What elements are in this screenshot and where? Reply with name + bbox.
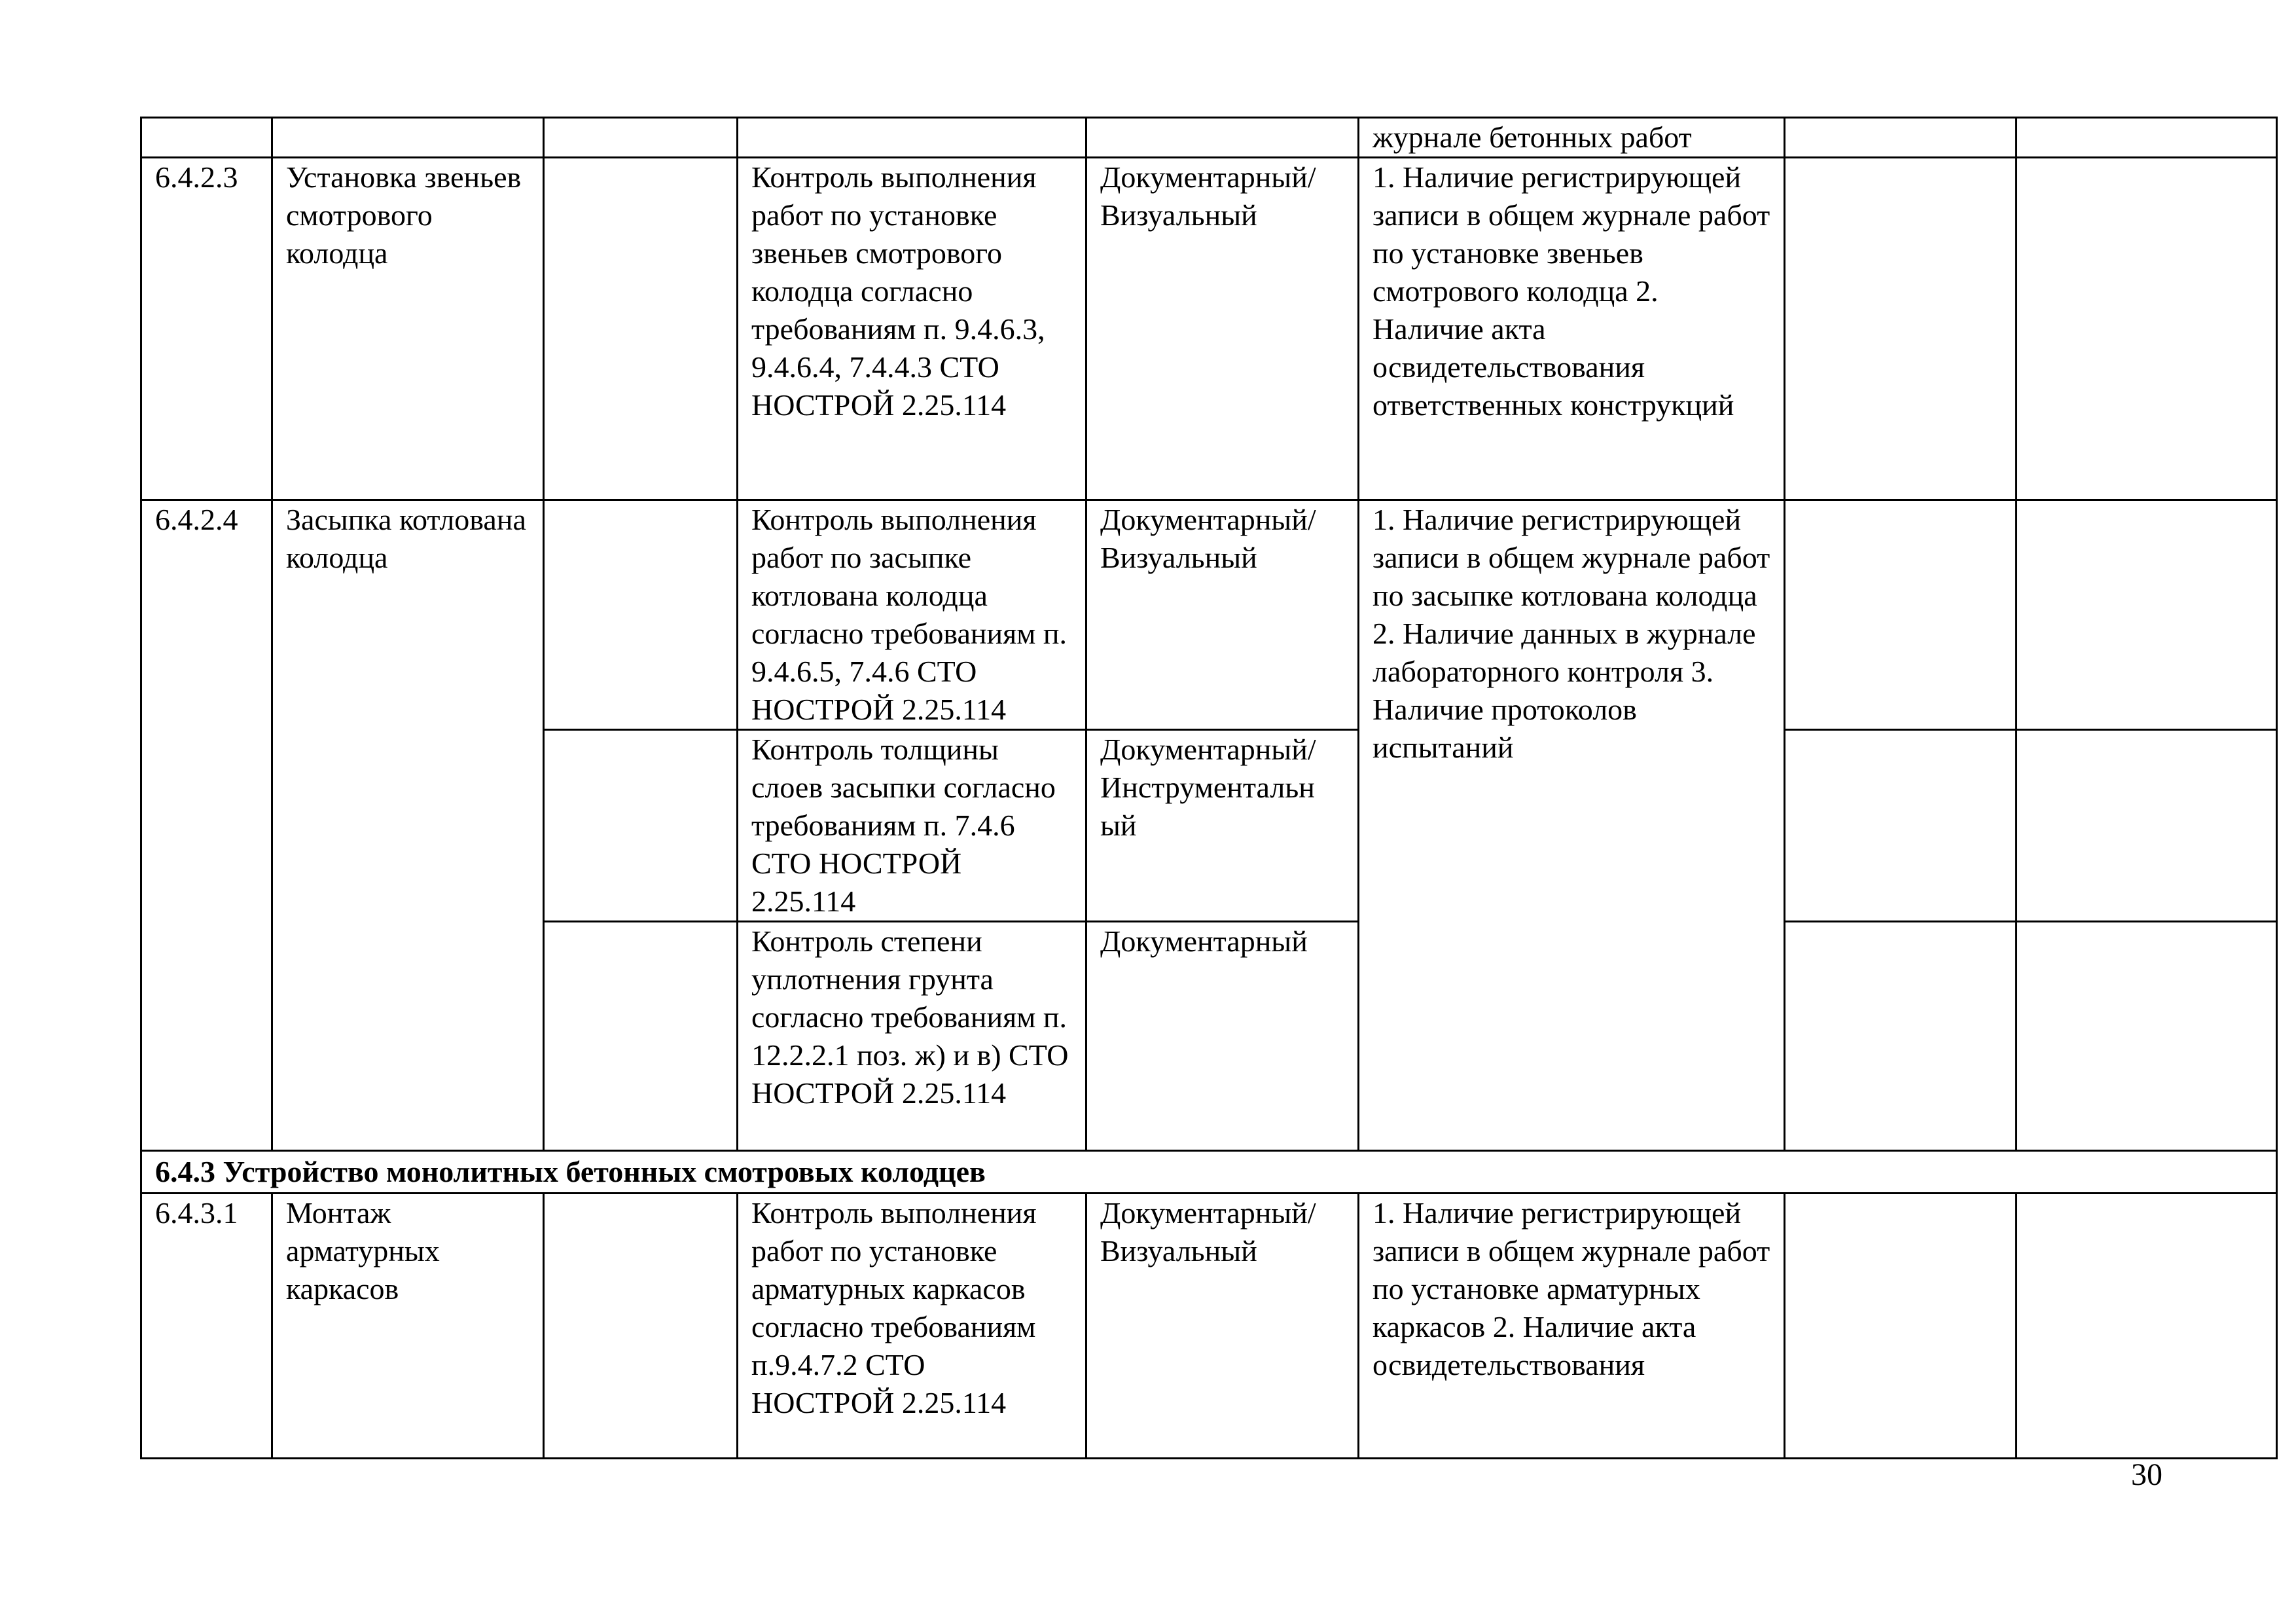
- cell-empty: [1785, 1194, 2017, 1459]
- cell-method: Документарный/ Визуальный: [1086, 500, 1359, 730]
- cell-empty: [544, 1194, 738, 1459]
- cell-number: [141, 118, 272, 158]
- section-title: 6.4.3 Устройство монолитных бетонных смотровых колодцев: [141, 1151, 2277, 1194]
- cell-number: 6.4.3.1: [141, 1194, 272, 1459]
- cell-control: Контроль выполнения работ по установке арматурных каркасов согласно требованиям п.9.4.7.2 СТО НОСТРОЙ 2.25.114: [738, 1194, 1086, 1459]
- cell-empty: [1785, 500, 2017, 730]
- cell-method: Документарный/ Инструментальн ый: [1086, 730, 1359, 922]
- table-row-6-4-2-3: [141, 158, 2277, 500]
- cell-empty: [2017, 500, 2277, 730]
- cell-method: Документарный: [1086, 922, 1359, 1151]
- section-heading-row: [141, 1151, 2277, 1194]
- cell-empty: [2017, 922, 2277, 1151]
- cell-method: [1086, 118, 1359, 158]
- cell-control: Контроль толщины слоев засыпки согласно требованиям п. 7.4.6 СТО НОСТРОЙ 2.25.114: [738, 730, 1086, 922]
- cell-control: Контроль степени уплотнения грунта согласно требованиям п. 12.2.2.1 поз. ж) и в) СТО НОСТРОЙ 2.25.114: [738, 922, 1086, 1151]
- cell-empty: [1785, 922, 2017, 1151]
- cell-number: 6.4.2.3: [141, 158, 272, 500]
- cell-empty: [2017, 1194, 2277, 1459]
- cell-name: Монтаж арматурных каркасов: [272, 1194, 544, 1459]
- cell-control: [738, 118, 1086, 158]
- cell-name: Установка звеньев смотрового колодца: [272, 158, 544, 500]
- cell-empty: [2017, 158, 2277, 500]
- cell-empty: [544, 730, 738, 922]
- cell-method: Документарный/ Визуальный: [1086, 1194, 1359, 1459]
- cell-result: 1. Наличие регистрирующей записи в общем журнале работ по установке арматурных каркасов 2. Наличие акта освидетельствования: [1359, 1194, 1785, 1459]
- cell-empty: [2017, 118, 2277, 158]
- cell-empty: [544, 500, 738, 730]
- cell-result: журнале бетонных работ: [1359, 118, 1785, 158]
- table-row-continuation: [141, 118, 2277, 158]
- cell-empty: [1785, 158, 2017, 500]
- cell-empty: [2017, 730, 2277, 922]
- cell-empty: [544, 922, 738, 1151]
- cell-empty: [544, 158, 738, 500]
- cell-result: 1. Наличие регистрирующей записи в общем журнале работ по засыпке котлована колодца 2. Наличие данных в журнале лабораторного контроля 3. Наличие протоколов испытаний: [1359, 500, 1785, 1151]
- cell-control: Контроль выполнения работ по засыпке котлована колодца согласно требованиям п. 9.4.6.5, 7.4.6 СТО НОСТРОЙ 2.25.114: [738, 500, 1086, 730]
- cell-empty: [544, 118, 738, 158]
- table-row-6-4-2-4: [141, 500, 2277, 730]
- inspection-table: [140, 117, 2278, 1459]
- page-number: 30: [2131, 1457, 2162, 1492]
- cell-name: [272, 118, 544, 158]
- cell-empty: [1785, 730, 2017, 922]
- cell-number: 6.4.2.4: [141, 500, 272, 1151]
- cell-result: 1. Наличие регистрирующей записи в общем журнале работ по установке звеньев смотрового колодца 2. Наличие акта освидетельствования ответственных конструкций: [1359, 158, 1785, 500]
- table-row-6-4-3-1: [141, 1194, 2277, 1459]
- cell-control: Контроль выполнения работ по установке звеньев смотрового колодца согласно требованиям п. 9.4.6.3, 9.4.6.4, 7.4.4.3 СТО НОСТРОЙ 2.25.114: [738, 158, 1086, 500]
- cell-name: Засыпка котлована колодца: [272, 500, 544, 1151]
- cell-method: Документарный/ Визуальный: [1086, 158, 1359, 500]
- cell-empty: [1785, 118, 2017, 158]
